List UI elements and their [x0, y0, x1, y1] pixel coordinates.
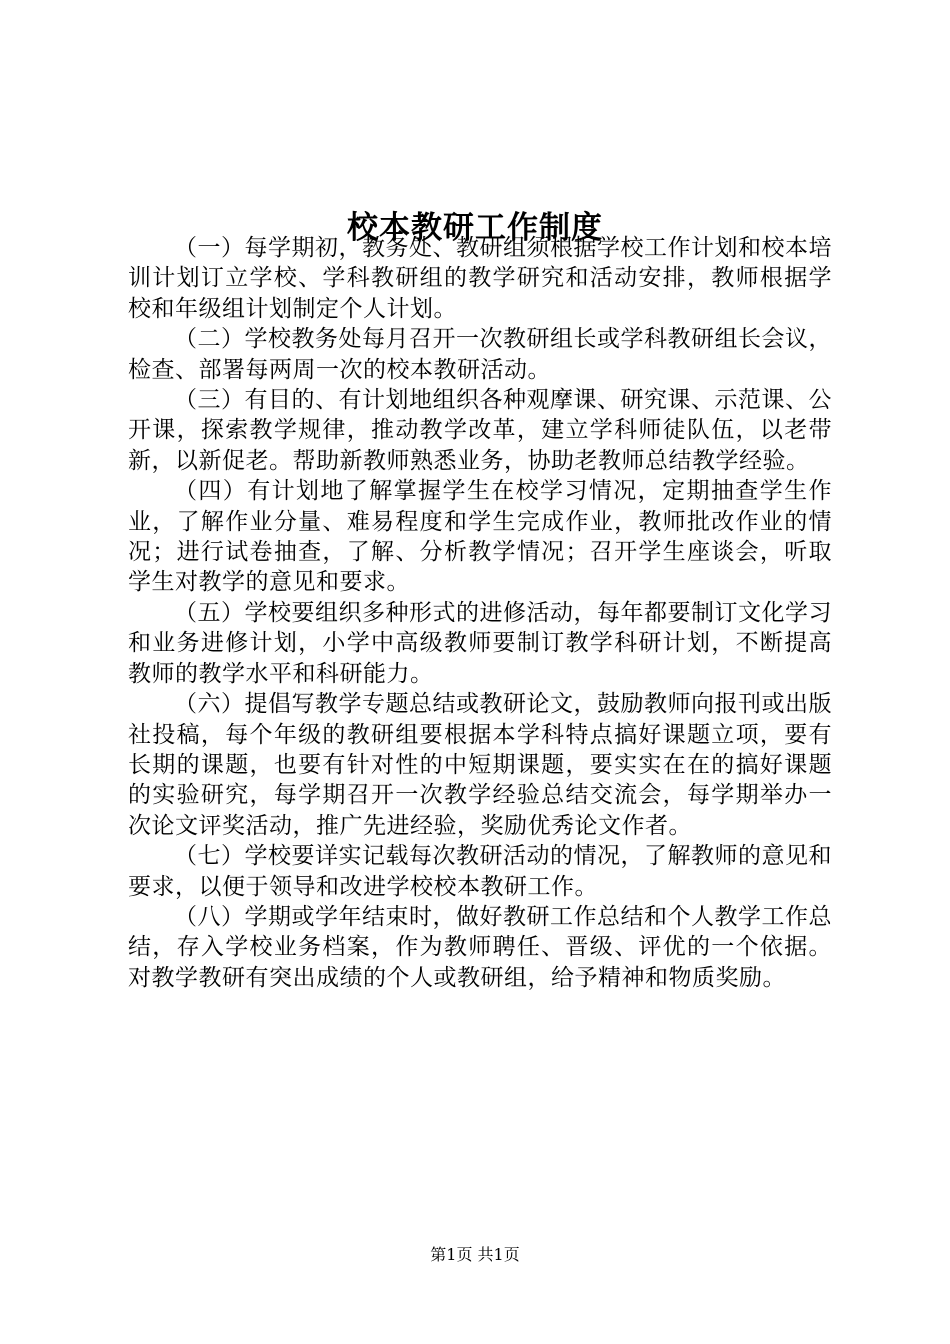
paragraph-4: （四）有计划地了解掌握学生在校学习情况，定期抽查学生作业，了解作业分量、难易程度和学生完成作业，教师批改作业的情况；进行试卷抽查，了解、分析教学情况；召开学生座谈会，听取学生对教学的意见和要求。: [128, 478, 832, 596]
document-body: [128, 233, 832, 993]
paragraph-1: （一）每学期初，教务处、教研组须根据学校工作计划和校本培训计划订立学校、学科教研组的教学研究和活动安排，教师根据学校和年级组计划制定个人计划。: [128, 235, 832, 322]
paragraph-8: （八）学期或学年结束时，做好教研工作总结和个人教学工作总结，存入学校业务档案，作为教师聘任、晋级、评优的一个依据。对教学教研有突出成绩的个人或教研组，给予精神和物质奖励。: [128, 903, 832, 991]
document-title: 校本教研工作制度: [347, 209, 603, 246]
page-footer: 第1页 共1页: [430, 1245, 520, 1264]
paragraph-7: （七）学校要详实记载每次教研活动的情况，了解教师的意见和要求，以便于领导和改进学校校本教研工作。: [128, 843, 832, 900]
paragraph-2: （二）学校教务处每月召开一次教研组长或学科教研组长会议，检查、部署每两周一次的校本教研活动。: [128, 326, 832, 383]
paragraph-5: （五）学校要组织多种形式的进修活动，每年都要制订文化学习和业务进修计划，小学中高级教师要制订教学科研计划，不断提高教师的教学水平和科研能力。: [128, 599, 832, 687]
paragraph-6: （六）提倡写教学专题总结或教研论文，鼓励教师向报刊或出版社投稿，每个年级的教研组要根据本学科特点搞好课题立项，要有长期的课题，也要有针对性的中短期课题，要实实在在的搞好课题的实验研究，每学期召开一次教学经验总结交流会，每学期举办一次论文评奖活动，推广先进经验，奖励优秀论文作者。: [128, 691, 832, 839]
paragraph-3: （三）有目的、有计划地组织各种观摩课、研究课、示范课、公开课，探索教学规律，推动教学改革，建立学科师徒队伍，以老带新，以新促老。帮助新教师熟悉业务，协助老教师总结教学经验。: [128, 387, 832, 474]
